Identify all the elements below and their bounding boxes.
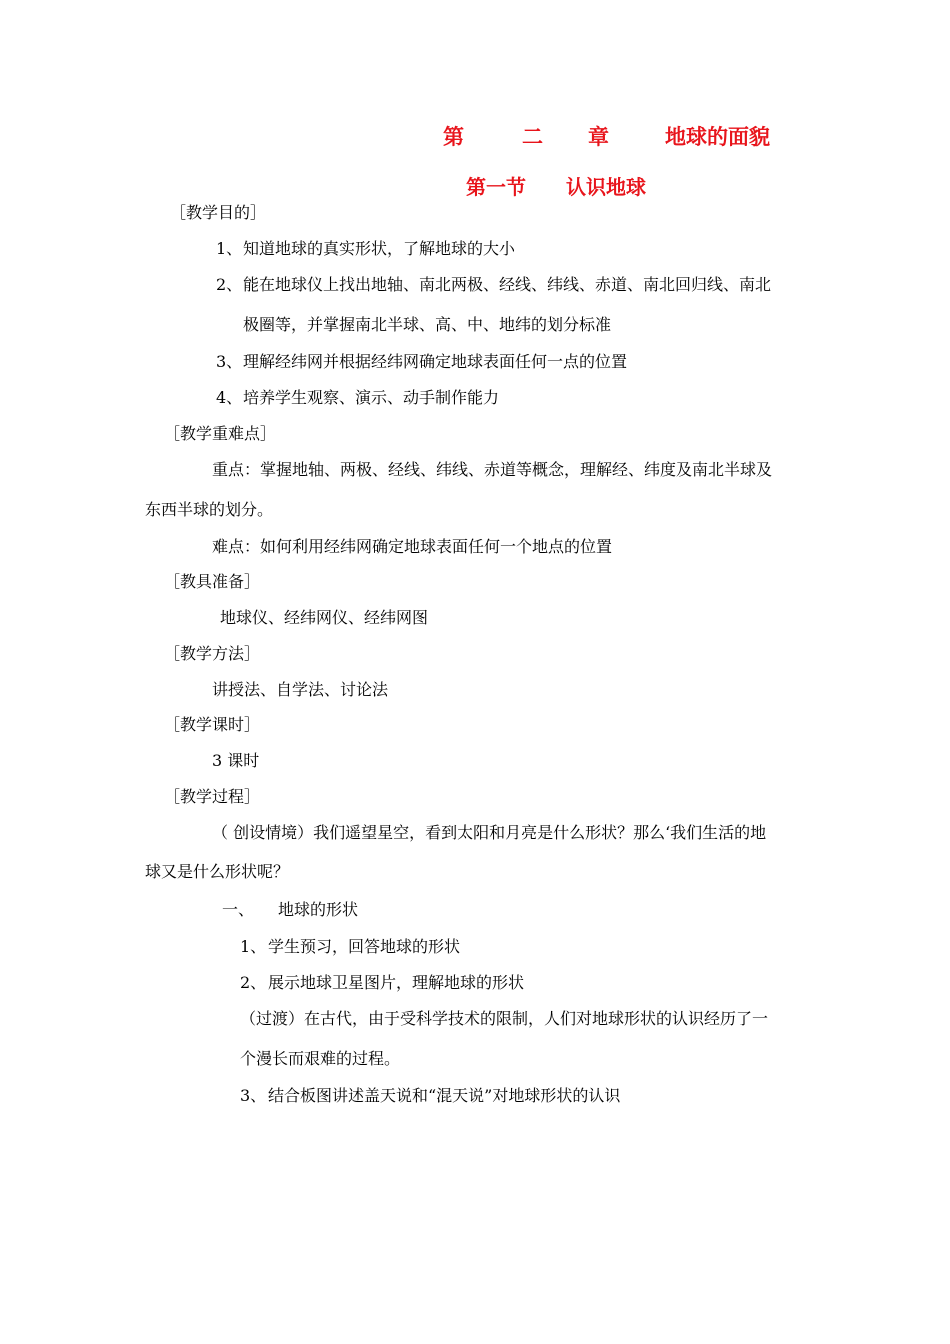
keypoints-difficult: 难点：如何利用经纬网确定地球表面任何一个地点的位置 <box>212 537 613 556</box>
hours-heading: ［教学课时］ <box>164 715 261 734</box>
step-1-text: 学生预习，回答地球的形状 <box>268 937 461 956</box>
process-part-title: 地球的形状 <box>278 900 359 919</box>
step-3-number: 3、 <box>240 1086 267 1105</box>
objective-3-text: 理解经纬网并根据经纬网确定地球表面任何一点的位置 <box>243 352 628 371</box>
chapter-label-di: 第 <box>443 125 464 149</box>
transition-line1: （过渡）在古代，由于受科学技术的限制，人们对地球形状的认识经历了一 <box>240 1009 769 1028</box>
step-2-text: 展示地球卫星图片，理解地球的形状 <box>268 973 525 992</box>
objective-1-number: 1、 <box>216 239 243 258</box>
step-2-number: 2、 <box>240 973 267 992</box>
hours-text: 3 课时 <box>212 751 260 770</box>
keypoints-key-line1: 重点：掌握地轴、两极、经线、纬线、赤道等概念，理解经、纬度及南北半球及 <box>212 460 773 479</box>
chapter-title: 地球的面貌 <box>665 125 770 149</box>
tools-text: 地球仪、经纬网仪、经纬网图 <box>220 608 429 627</box>
process-intro-line1: （ 创设情境）我们遥望星空，看到太阳和月亮是什么形状？那么‘我们生活的地 <box>212 823 767 842</box>
step-3-text: 结合板图讲述盖天说和“混天说”对地球形状的认识 <box>268 1086 621 1105</box>
step-1-number: 1、 <box>240 937 267 956</box>
process-heading: ［教学过程］ <box>164 787 261 806</box>
section-number: 第一节 <box>466 175 526 199</box>
methods-text: 讲授法、自学法、讨论法 <box>212 680 389 699</box>
chapter-label-number: 二 <box>522 125 543 149</box>
chapter-label-zhang: 章 <box>588 125 609 149</box>
process-part-number: 一、 <box>222 900 255 919</box>
transition-line2: 个漫长而艰难的过程。 <box>240 1049 401 1068</box>
keypoints-heading: ［教学重难点］ <box>164 424 277 443</box>
objective-4-number: 4、 <box>216 388 243 407</box>
objective-1-text: 知道地球的真实形状，了解地球的大小 <box>243 239 516 258</box>
methods-heading: ［教学方法］ <box>164 644 261 663</box>
objective-2-text: 能在地球仪上找出地轴、南北两极、经线、纬线、赤道、南北回归线、南北 <box>243 275 772 294</box>
objective-2-text-continued: 极圈等，并掌握南北半球、高、中、地纬的划分标准 <box>243 315 612 334</box>
process-intro-line2: 球又是什么形状呢？ <box>145 862 290 881</box>
objective-4-text: 培养学生观察、演示、动手制作能力 <box>243 388 500 407</box>
tools-heading: ［教具准备］ <box>164 572 261 591</box>
objective-3-number: 3、 <box>216 352 243 371</box>
keypoints-key-line2: 东西半球的划分。 <box>145 500 274 519</box>
objective-2-number: 2、 <box>216 275 243 294</box>
section-title: 认识地球 <box>566 175 646 199</box>
objectives-heading: ［教学目的］ <box>170 203 267 222</box>
